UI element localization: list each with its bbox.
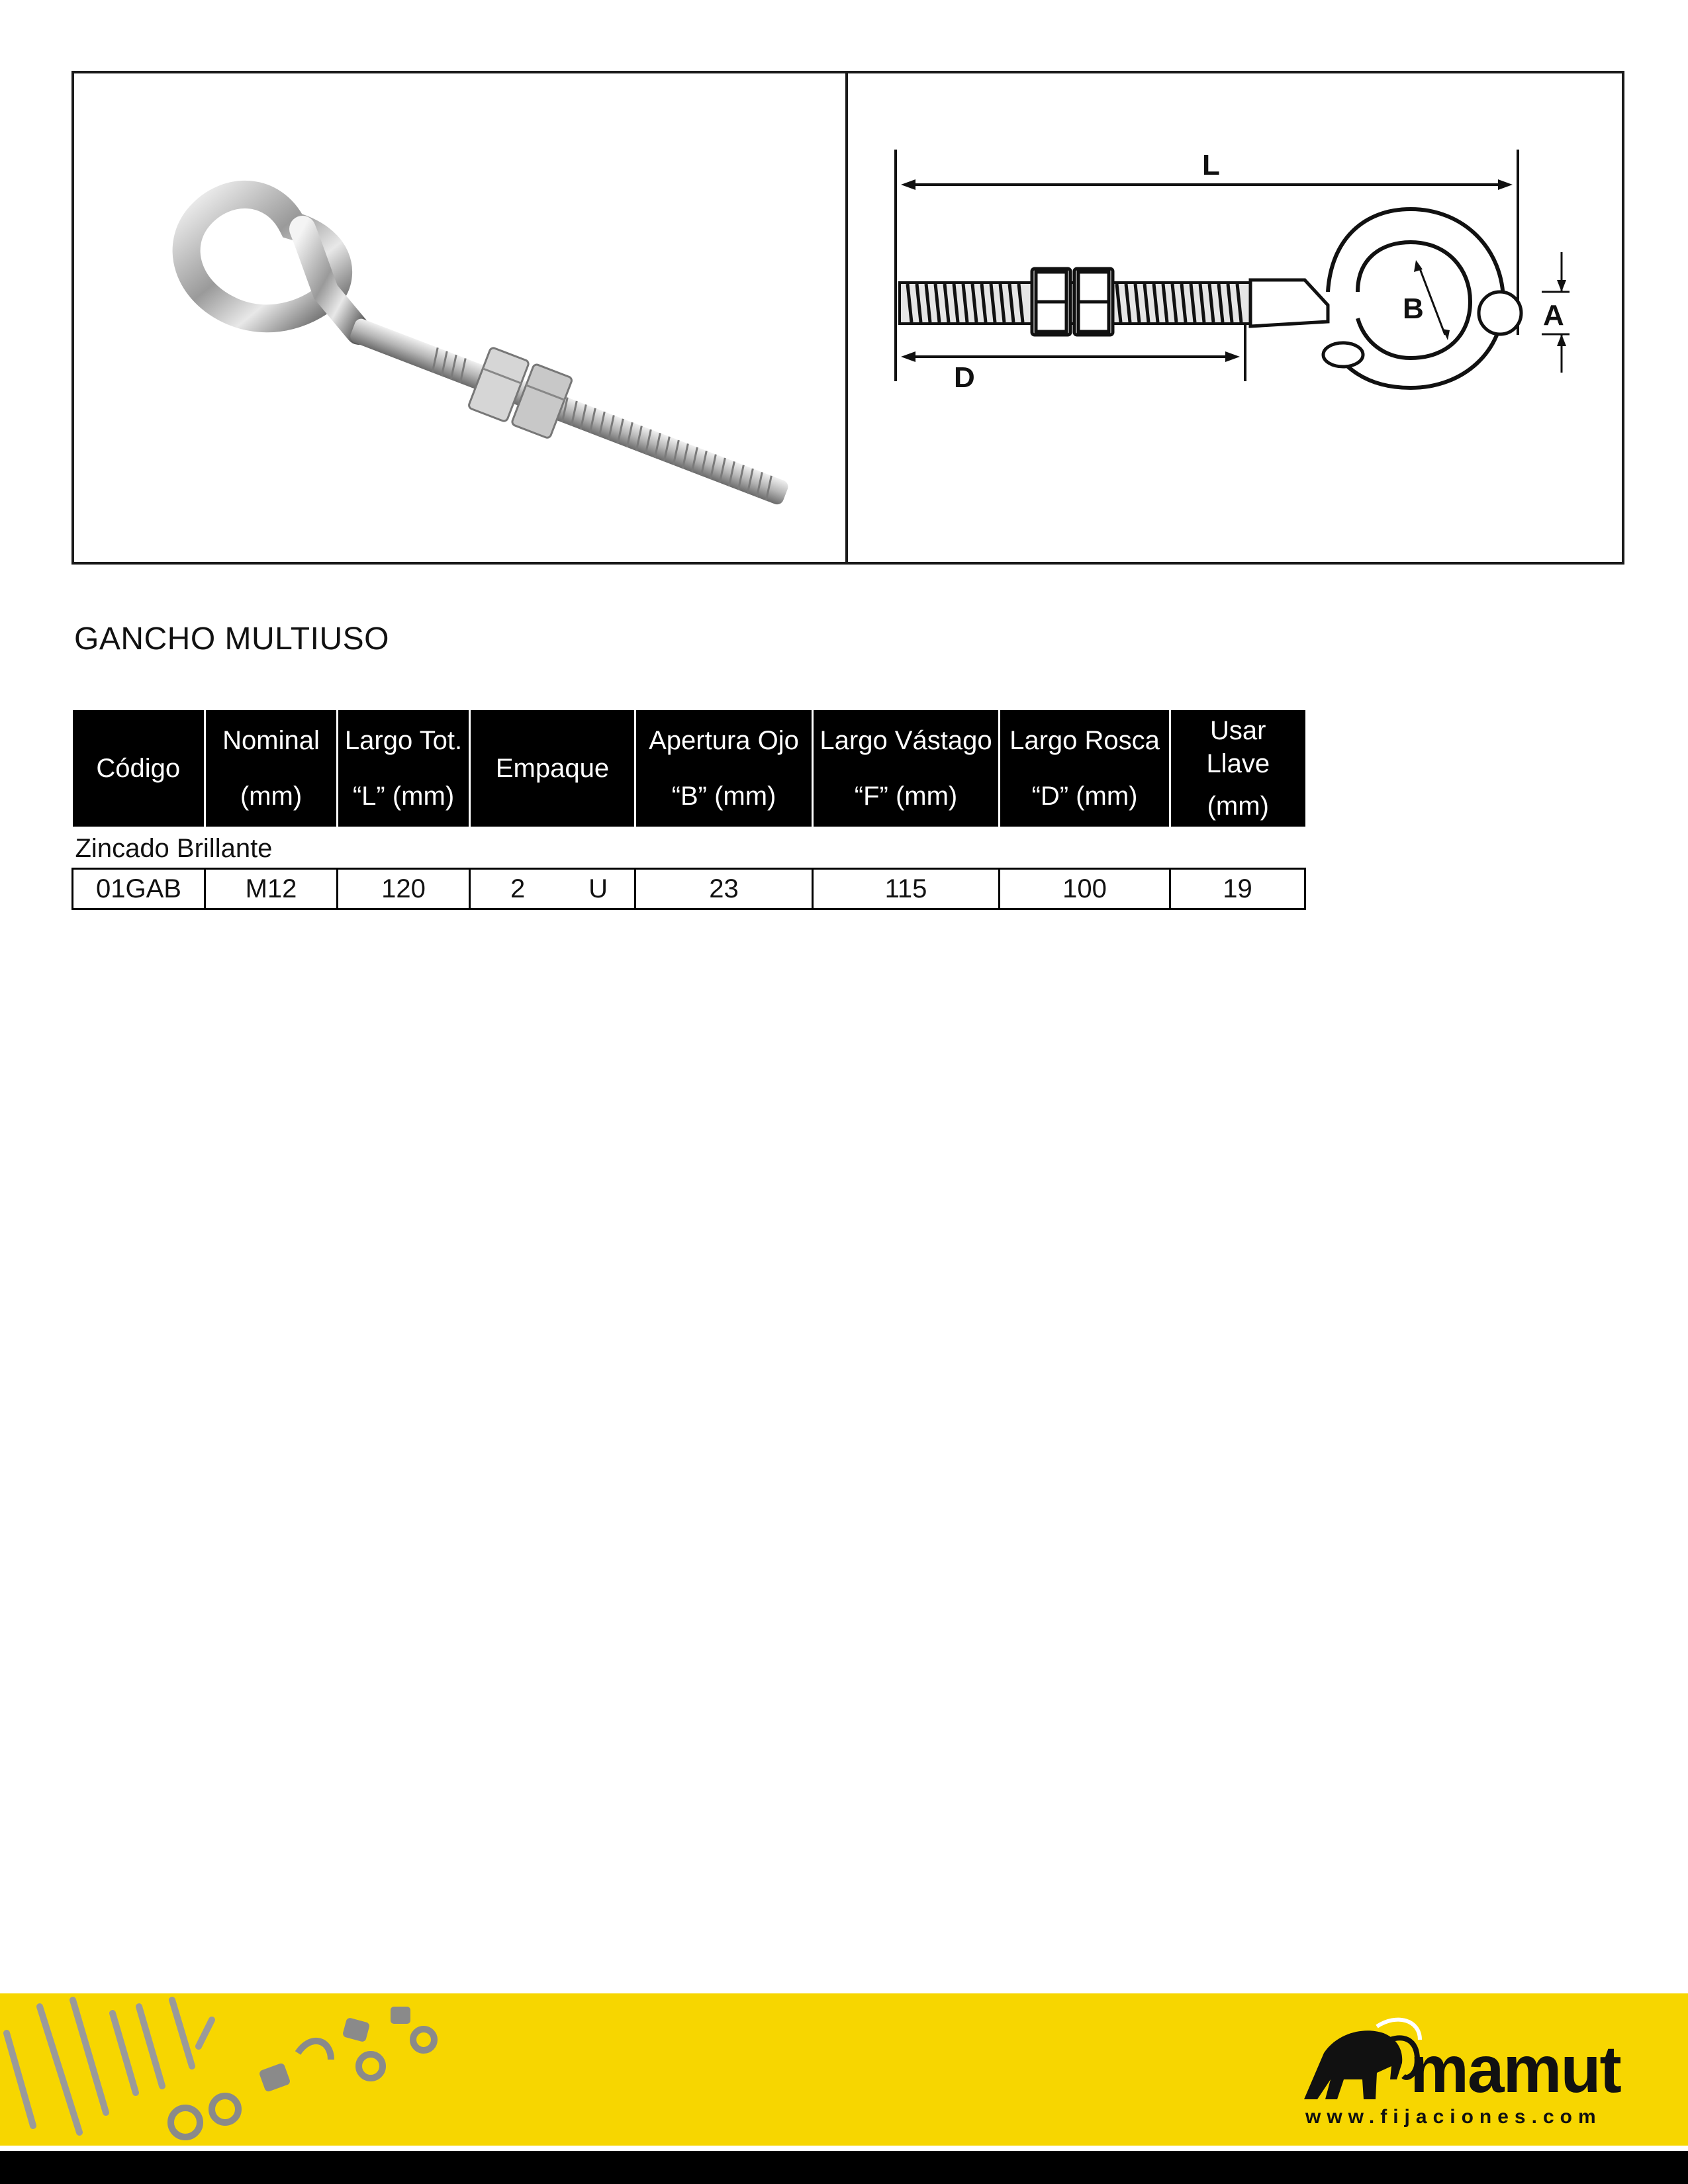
header-apertura-ojo: Apertura Ojo “B” (mm) <box>635 710 813 827</box>
cell-empaque <box>470 869 635 909</box>
footer-band <box>0 1993 1688 2146</box>
mammoth-icon <box>1297 2013 1423 2106</box>
group-label: Zincado Brillante <box>75 833 273 863</box>
spec-table <box>71 710 1306 910</box>
empaque-unit: U <box>588 874 608 903</box>
header-largo-vastago: Largo Vástago “F” (mm) <box>813 710 1000 827</box>
empaque-qty: 2 <box>510 874 526 903</box>
cell-largo: 120 <box>338 869 470 909</box>
header-usar-llave: Usar Llave (mm) <box>1170 710 1305 827</box>
mamut-logo <box>1297 2013 1628 2126</box>
label-A: A <box>1543 299 1564 332</box>
header-nominal: Nominal (mm) <box>205 710 338 827</box>
label-B: B <box>1403 293 1424 325</box>
footer-bar <box>0 2151 1688 2184</box>
table-row <box>73 869 1305 909</box>
brand-name: mamut <box>1410 2032 1620 2107</box>
cell-vastago: 115 <box>813 869 1000 909</box>
hardware-collage-icon <box>0 1993 463 2146</box>
product-title: GANCHO MULTIUSO <box>74 621 389 657</box>
header-largo-total: Largo Tot. “L” (mm) <box>338 710 470 827</box>
table-header-row <box>73 710 1305 827</box>
header-codigo: Código <box>73 710 205 827</box>
cell-rosca: 100 <box>1000 869 1170 909</box>
label-D: D <box>954 361 975 394</box>
cell-nominal: M12 <box>205 869 338 909</box>
label-L: L <box>1202 149 1220 181</box>
dimension-diagram <box>848 73 1622 562</box>
cell-llave: 19 <box>1170 869 1305 909</box>
group-row <box>73 827 1305 869</box>
header-largo-rosca: Largo Rosca “D” (mm) <box>1000 710 1170 827</box>
cell-codigo: 01GAB <box>73 869 205 909</box>
cell-apertura: 23 <box>635 869 813 909</box>
eye-bolt-photo <box>74 73 845 562</box>
brand-url: www.fijaciones.com <box>1305 2106 1602 2128</box>
header-empaque: Empaque <box>470 710 635 827</box>
